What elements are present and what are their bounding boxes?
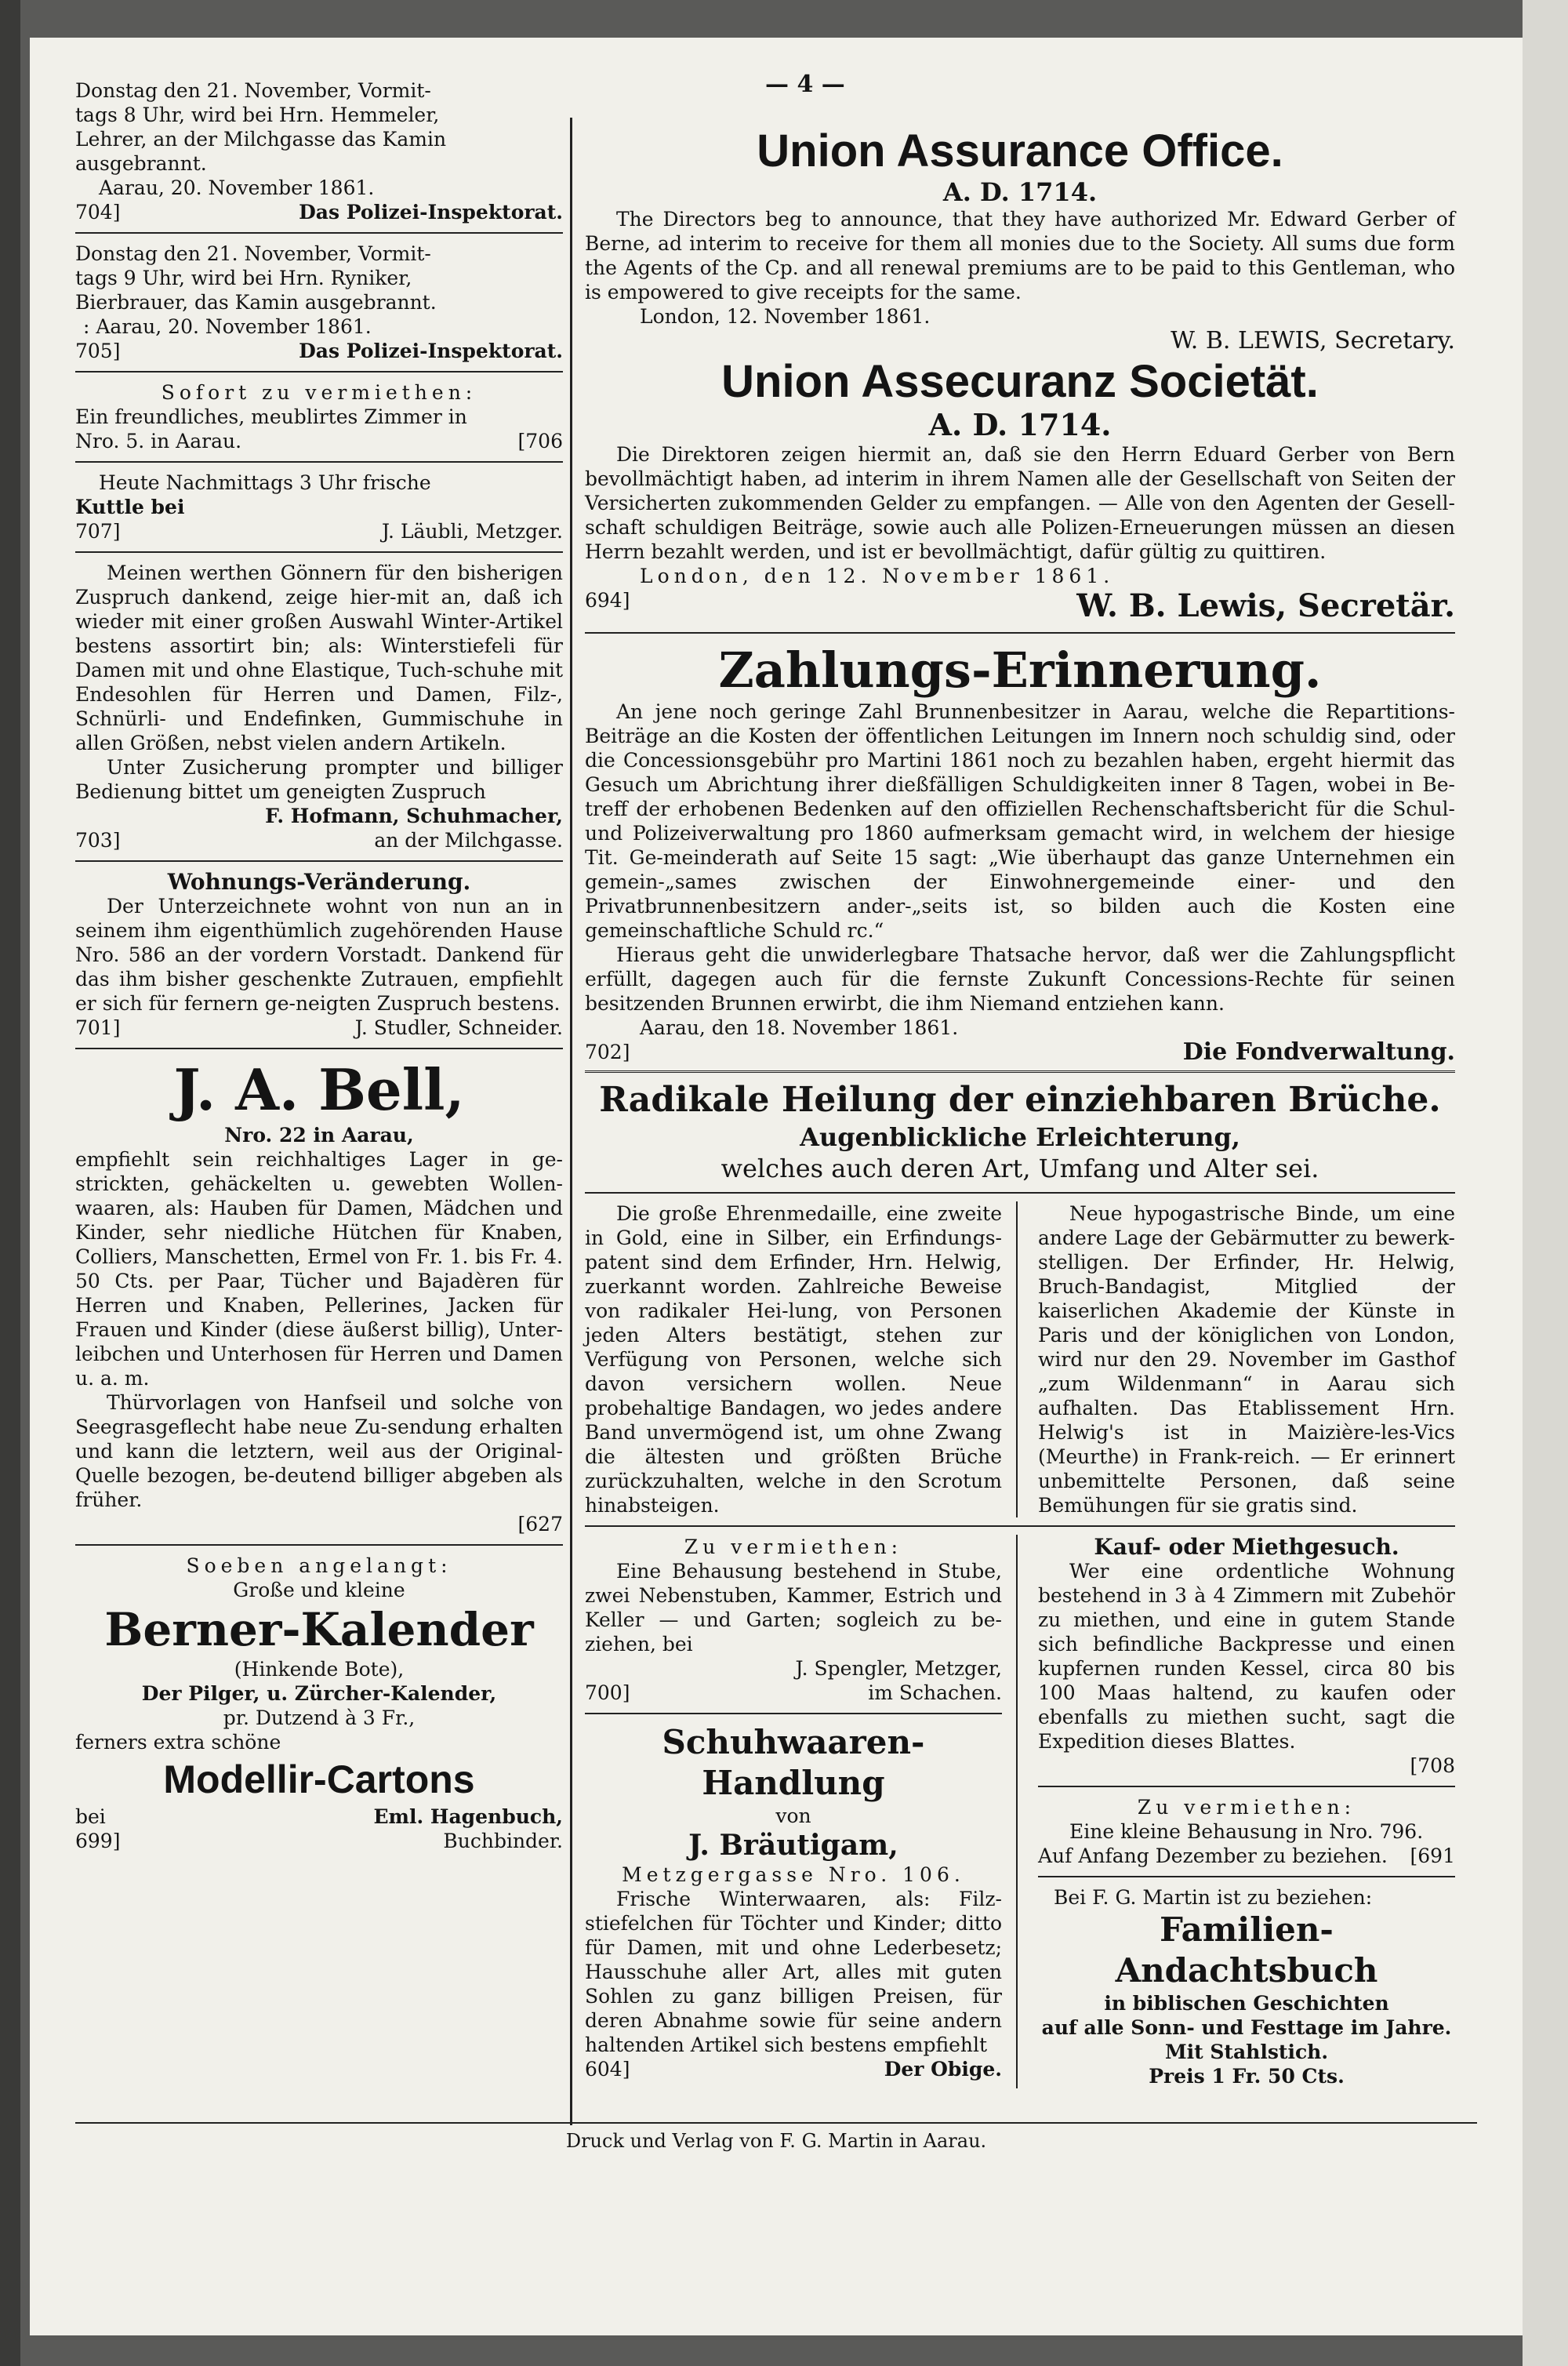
ad-text: Der Unterzeichnete wohnt von nun an in seinem ihm eigenthümlich zugehörenden Hause Nro. 586 an der vordern Vorstadt. Dankend für das ihm bisher geschenkte Zutrauen, empfiehlt er sich für fernern ge-neigten Zuspruch bestens. <box>75 895 563 1015</box>
ad-line: bei <box>75 1805 106 1828</box>
ad-number: 705] <box>75 340 121 362</box>
ad-line: Donstag den 21. November, Vormit- <box>75 242 431 265</box>
ad-text: The Directors beg to announce, that they have authorized Mr. Edward Gerber of Berne, ad interim to receive for them all monies due to the Society. All sums due form the Agents of the Cp. and all renewal premiums are to be paid to this Gentleman, who is empowered to give receipts for the same. <box>585 208 1455 303</box>
divider <box>75 1544 563 1546</box>
ad-date: Aarau, den 18. November 1861. <box>640 1016 959 1039</box>
ad-text: Eine kleine Behausung in Nro. 796. <box>1069 1820 1424 1843</box>
ad-number: 700] <box>585 1681 630 1704</box>
ad-text: empfiehlt sein reichhaltiges Lager in ge-strickten, gehäckelten u. gewebten Wollen-waaren, als: Hauben für Damen, Mädchen und Kinder, sehr niedliche Hütchen für Knaben, Colliers, Manschetten, Ermel von Fr. 1. bis Fr. 4. 50 Cts. per Paar, Tücher und Bajadèren für Herren und Knaben, Pellerines, Jacken für Frauen und Kinder (diese äußerst billig), Unter-leibchen und Unterhosen für Herren und Damen u. a. m. <box>75 1148 563 1390</box>
ad-701 <box>75 870 563 1040</box>
ad-line: auf alle Sonn- und Festtage im Jahre. <box>1041 2016 1452 2039</box>
ad-number: [627 <box>517 1513 563 1536</box>
ad-subheading: welches auch deren Art, Umfang und Alter sei. <box>720 1154 1319 1183</box>
ad-703 <box>75 561 563 852</box>
ad-signature: W. B. Lewis, Secretär. <box>1076 587 1455 624</box>
ad-heading: Soeben angelangt: <box>186 1554 452 1577</box>
ad-line: Mit Stahlstich. <box>1164 2041 1329 2063</box>
ad-text: An jene noch geringe Zahl Brunnenbesitzer in Aarau, welche die Repartitions-Beiträge an die Kosten der öffentlichen Leitungen im Innern noch schuldig sind, oder die Concessionsgebühr pro Martini 1861 noch zu bezahlen haben, ergeht hiermit das Gesuch um Abrichtung ihrer dießfälligen Schuldigkeiten inner 8 Tagen, wobei in Be-treff der erhobenen Bedenken auf den offiziellen Rechenschaftsbericht für die Schul- und Polizeiverwaltung pro 1860 aufmerksam gemacht wird, in welchem der hiesige Tit. Ge-meinderath auf Seite 15 sagt: „Wie überhaupt das ganze Unternehmen ein gemein-„sames zwischen der Einwohnergemeinde einer- und den Privatbrunnenbesitzern ander-„seits ist, so bilden auch die Kosten eine gemeinschaftliche Schuld rc.“ <box>585 700 1455 942</box>
ad-691 <box>1038 1795 1455 1868</box>
ad-title: Modellir-Cartons <box>163 1757 475 1801</box>
ad-text: Wer eine ordentliche Wohnung bestehend in 3 à 4 Zimmern mit Zubehör zu miethen, und eine in gutem Stande sich befindliche Backpresse und einen kupfernen runden Kessel, circa 80 bis 100 Maas haltend, zu kaufen oder ebenfalls zu miethen sucht, sagt die Expedition dieses Blattes. <box>1038 1560 1455 1753</box>
ad-title: Zahlungs-Erinnerung. <box>718 641 1322 699</box>
ad-text: Hieraus geht die unwiderlegbare Thatsache hervor, daß wer die Zahlungspflicht erfüllt, dagegen auch für die fernste Zukunft Concessions-Rechte für seinen besitzenden Brunnen erwirbt, die ihm Niemand entziehen kann. <box>585 943 1455 1015</box>
ad-line: Bierbrauer, das Kamin ausgebrannt. <box>75 291 437 314</box>
ad-signature: Eml. Hagenbuch, <box>373 1805 563 1828</box>
right-column <box>585 71 1534 2088</box>
divider <box>75 860 563 862</box>
divider <box>585 1192 1455 1194</box>
page-number: — 4 — <box>765 71 845 98</box>
ad-line: Heute Nachmittags 3 Uhr frische <box>99 471 431 494</box>
ad-text: Meinen werthen Gönnern für den bisherigen Zuspruch dankend, zeige hier-mit an, daß ich wieder mit einer großen Auswahl Winter-Artikel bestens assortirt bin; als: Winterstiefeli für Damen mit und ohne Elastique, Tuch-schuhe mit Endesohlen für Herren und Damen, Filz-, Schnürli- und Endefinken, Gummischuhe in allen Größen, nebst vielen andern Artikeln. <box>75 562 563 754</box>
ad-title: Schuhwaaren-Handlung <box>662 1723 925 1802</box>
ad-year: A. D. 1714. <box>942 177 1098 207</box>
ad-705 <box>75 242 563 363</box>
union-assurance-en <box>585 78 1534 353</box>
divider <box>585 1070 1455 1073</box>
ad-signature: an der Milchgasse. <box>374 829 563 852</box>
ad-line: Kuttle bei <box>75 496 185 518</box>
ad-date: London, 12. November 1861. <box>640 305 931 328</box>
ad-year: A. D. 1714. <box>928 407 1112 442</box>
ad-706 <box>75 380 563 453</box>
ad-signature: W. B. LEWIS, Secretary. <box>1171 327 1455 354</box>
divider <box>75 1048 563 1049</box>
ad-text: Frische Winterwaaren, als: Filz-stiefelchen für Töchter und Kinder; ditto für Damen, mit und ohne Lederbesetz; Hausschuhe aller Art, alles mit guten Sohlen zu ganz billigen Preisen, für deren Abnahme sowie für seine andern haltenden Artikel sich bestens empfiehlt <box>585 1888 1002 2056</box>
ad-number: 702] <box>585 1041 630 1063</box>
ad-number: 694] <box>585 589 630 612</box>
ad-heading: Sofort zu vermiethen: <box>161 381 477 404</box>
ad-number: 704] <box>75 201 121 224</box>
bottom-ads <box>585 1535 1455 2088</box>
ad-signature: Das Polizei-Inspektorat. <box>299 201 563 224</box>
ad-text: Die Direktoren zeigen hiermit an, daß sie den Herrn Eduard Gerber von Bern bevollmächtigt haben, ad interim in ihrem Namen alle der Gesellschaft von Seiten der Versicherten zukommenden Gelder zu empfangen. — Alle von den Agenten der Gesell-schaft schuldigen Beiträge, sowie auch alle Polizen-Erneuerungen müssen an diesen Herrn bezahlt werden, und ist er bevollmächtigt, dafür gültig zu quittiren. <box>585 443 1455 563</box>
ad-number: 707] <box>75 520 121 543</box>
divider <box>75 232 563 234</box>
ad-number: 701] <box>75 1016 121 1039</box>
ad-date: Aarau, 20. November 1861. <box>99 176 375 199</box>
ad-subheading: Augenblickliche Erleichterung, <box>800 1122 1240 1152</box>
ad-signature: Das Polizei-Inspektorat. <box>299 340 563 362</box>
divider <box>75 551 563 553</box>
bottom-right-ads <box>1038 1535 1455 2088</box>
ad-text: Die große Ehrenmedaille, eine zweite in Gold, eine in Silber, ein Erfindungs-patent sind dem Erfinder, Hrn. Helwig, zuerkannt worden. Zahlreiche Beweise von radikaler Hei-lung, von Personen jeden Alters bestätigt, stehen zur Verfügung von Personen, welche sich davon versichern wollen. Neue probehaltige Bandagen, wo jedes andere Band unvermögend ist, um ohne Zwang die ältesten und größten Brüche zurückzuhalten, welche in den Scrotum hinabsteigen. <box>585 1201 1018 1517</box>
ad-line: Ein freundliches, meublirtes Zimmer in <box>75 405 467 428</box>
zahlungs-erinnerung <box>585 641 1455 1064</box>
radikale-heilung <box>585 1079 1455 1517</box>
ad-704 <box>75 78 563 224</box>
divider <box>75 461 563 463</box>
ad-line: J. Bräutigam, <box>688 1829 898 1862</box>
ad-signature: J. Studler, Schneider. <box>354 1016 563 1039</box>
ad-subheading: Nro. 22 in Aarau, <box>224 1124 414 1147</box>
ad-line: (Hinkende Bote), <box>234 1658 405 1681</box>
ad-heading: Zu vermiethen: <box>1137 1796 1356 1819</box>
ad-number: 699] <box>75 1830 121 1852</box>
ad-signature: Buchbinder. <box>443 1830 563 1852</box>
ad-heading: Wohnungs-Veränderung. <box>167 869 471 895</box>
ad-line: Metzgergasse Nro. 106. <box>622 1863 965 1886</box>
ad-number: 703] <box>75 829 121 852</box>
ad-line: Bei F. G. Martin ist zu beziehen: <box>1054 1886 1373 1909</box>
ad-604 <box>585 1722 1002 2081</box>
ad-line: pr. Dutzend à 3 Fr., <box>223 1706 416 1729</box>
ad-707 <box>75 471 563 543</box>
imprint: Druck und Verlag von F. G. Martin in Aarau. <box>565 2130 987 2152</box>
ad-heading: Kauf- oder Miethgesuch. <box>1094 1534 1399 1560</box>
ad-date: : Aarau, 20. November 1861. <box>83 315 372 338</box>
column-divider <box>570 118 572 2125</box>
ad-martin <box>1038 1885 1455 2088</box>
ad-signature: F. Hofmann, Schuhmacher, <box>265 805 563 827</box>
ad-line: Der Pilger, u. Zürcher-Kalender, <box>141 1682 497 1705</box>
ad-date: London, den 12. November 1861. <box>640 565 1115 587</box>
ad-line: ausgebrannt. <box>75 152 207 175</box>
ad-heading: J. A. Bell, <box>173 1056 465 1123</box>
ad-line: Lehrer, an der Milchgasse das Kamin <box>75 128 447 151</box>
ad-number: [691 <box>1410 1844 1455 1867</box>
divider <box>1038 1786 1455 1787</box>
ad-line: in biblischen Geschichten <box>1104 1992 1389 2015</box>
ad-title: Berner-Kalender <box>104 1603 534 1656</box>
ad-text: Thürvorlagen von Hanfseil und solche von Seegrasgeflecht habe neue Zu-sendung erhalten und kann die letztern, weil aus der Original-Quelle bezogen, be-deutend billiger abgeben als früher. <box>75 1391 563 1511</box>
ad-627 <box>75 1057 563 1536</box>
union-assecuranz-de <box>585 356 1455 624</box>
divider <box>1038 1876 1455 1877</box>
ad-title: Union Assurance Office. <box>757 125 1283 176</box>
ad-699 <box>75 1554 563 1853</box>
left-column <box>75 78 563 1853</box>
ad-700 <box>585 1535 1002 1705</box>
ad-signature: Die Fondverwaltung. <box>1182 1038 1455 1066</box>
ad-subheading: Große und kleine <box>233 1579 405 1601</box>
ad-text: Neue hypogastrische Binde, um eine andere Lage der Gebärmutter zu bewerk-stelligen. Der Erfinder, Hr. Helwig, Bruch-Bandagist, Mitglied der kaiserlichen Akademie der Künste in Paris und der königlichen von London, wird nur den 29. November im Gasthof „zum Wildenmann“ in Aarau sich aufhalten. Das Etablissement Hrn. Helwig's ist in Maizière-les-Vics (Meurthe) in Frank-reich. — Er erinnert unbemittelte Personen, daß seine Bemühungen für sie gratis sind. <box>1038 1202 1455 1517</box>
ad-line: tags 8 Uhr, wird bei Hrn. Hemmeler, <box>75 104 440 126</box>
ad-line: Nro. 5. in Aarau. <box>75 430 242 452</box>
ad-number: [708 <box>1410 1754 1455 1777</box>
ad-signature: J. Spengler, Metzger, <box>795 1657 1002 1680</box>
ad-number: 604] <box>585 2058 630 2081</box>
ad-title: Radikale Heilung der einziehbaren Brüche. <box>599 1080 1441 1120</box>
divider <box>585 632 1455 634</box>
ad-line: Auf Anfang Dezember zu beziehen. <box>1038 1844 1388 1867</box>
ad-title: Familien-Andachtsbuch <box>1115 1910 1378 1990</box>
ad-text: Unter Zusicherung prompter und billiger Bedienung bittet um geneigten Zuspruch <box>75 756 563 803</box>
ad-line: tags 9 Uhr, wird bei Hrn. Ryniker, <box>75 267 412 289</box>
ad-line: von <box>775 1804 811 1827</box>
bottom-left-ads <box>585 1535 1018 2088</box>
ad-title: Union Assecuranz Societät. <box>721 356 1319 407</box>
divider <box>585 1713 1002 1714</box>
divider <box>585 1525 1455 1527</box>
ad-708 <box>1038 1535 1455 1778</box>
ad-line: ferners extra schöne <box>75 1731 281 1754</box>
footer-rule <box>75 2122 1477 2124</box>
ad-line: Donstag den 21. November, Vormit- <box>75 79 431 102</box>
ad-text: Eine Behausung bestehend in Stube, zwei Nebenstuben, Kammer, Estrich und Keller — und Garten; sogleich zu be-ziehen, bei <box>585 1560 1002 1655</box>
ad-heading: Zu vermiethen: <box>684 1536 903 1558</box>
ad-price: Preis 1 Fr. 50 Cts. <box>1149 2065 1345 2088</box>
ad-signature: Der Obige. <box>884 2058 1002 2081</box>
ad-number: [706 <box>517 430 563 452</box>
ad-signature: J. Läubli, Metzger. <box>381 520 563 543</box>
scan-left-edge <box>0 0 20 2366</box>
ad-signature: im Schachen. <box>868 1681 1002 1704</box>
divider <box>75 371 563 373</box>
